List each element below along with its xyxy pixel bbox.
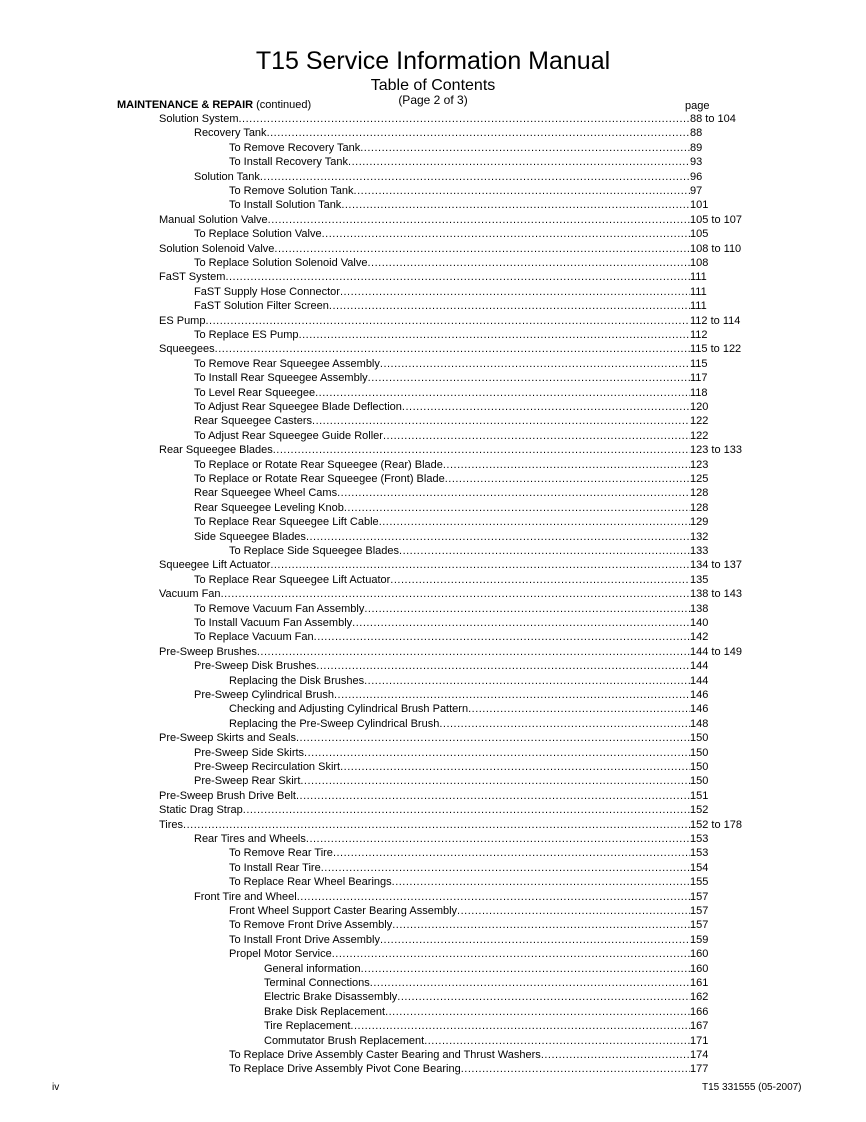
toc-entry-title: Brake Disk Replacement <box>264 1005 386 1018</box>
toc-entry <box>194 126 750 140</box>
toc-entry-title: FaST Supply Hose Connector <box>194 285 340 298</box>
toc-entry-title: Pre-Sweep Disk Brushes <box>194 660 317 673</box>
dot-leader <box>315 386 690 400</box>
dot-leader <box>461 1062 690 1076</box>
dot-leader <box>337 486 690 500</box>
toc-entry-page: 97 <box>690 185 703 197</box>
toc-entry-page: 146 <box>690 703 709 716</box>
toc-entry <box>229 155 750 169</box>
toc-entry-title: FaST Solution Filter Screen <box>194 300 329 313</box>
toc-entry-page: 150 <box>690 775 709 788</box>
section-heading <box>117 99 311 112</box>
toc-entry-page: 111 <box>690 300 707 313</box>
toc-entry <box>194 774 750 788</box>
toc-entry-page: 138 <box>690 602 709 615</box>
toc-entry-title: To Remove Rear Tire <box>229 847 333 860</box>
toc-entry-title: Side Squeegee Blades <box>194 530 306 543</box>
toc-entry <box>229 933 750 947</box>
toc-entry-title: Checking and Adjusting Cylindrical Brush Pattern <box>229 703 469 716</box>
toc-entry <box>229 875 750 889</box>
dot-leader <box>350 1019 690 1033</box>
toc-entry-title: To Level Rear Squeegee <box>194 386 316 399</box>
dot-leader <box>260 170 690 184</box>
section-note: (continued) <box>256 99 312 111</box>
toc-entry <box>229 141 750 155</box>
dot-leader <box>299 328 690 342</box>
toc-entry-title: Static Drag Strap <box>159 804 243 817</box>
toc-entry-page: 129 <box>690 516 709 529</box>
toc-entry-page: 105 <box>690 228 709 241</box>
toc-entry-page: 150 <box>690 761 709 773</box>
toc-entry <box>264 1005 750 1019</box>
toc-entry <box>194 486 750 500</box>
dot-leader <box>397 990 690 1004</box>
toc-entry <box>194 371 750 385</box>
toc-entry-page: 174 <box>690 1049 709 1061</box>
page-of-indicator: (Page 2 of 3) <box>398 93 468 107</box>
toc-entry <box>264 962 750 976</box>
dot-leader <box>457 904 690 918</box>
dot-leader <box>380 357 690 371</box>
toc-entry-page: 146 <box>690 689 709 701</box>
toc-entry <box>159 803 750 817</box>
dot-leader <box>399 544 690 558</box>
toc-entry <box>264 990 750 1004</box>
page-column-label: page <box>685 100 710 112</box>
toc-entry <box>194 832 750 846</box>
toc-entry-page: 115 to 122 <box>690 343 742 356</box>
toc-entry-page: 138 to 143 <box>690 588 742 601</box>
footer-doc-id: T15 331555 (05-2007) <box>702 1082 802 1093</box>
toc-entry <box>194 573 750 587</box>
toc-entry-title: General information <box>264 962 361 975</box>
dot-leader <box>468 702 690 716</box>
toc-entry <box>159 314 750 328</box>
dot-leader <box>439 717 690 731</box>
toc-entry-title: Pre-Sweep Side Skirts <box>194 746 305 759</box>
toc-entry-page: 133 <box>690 545 709 557</box>
dot-leader <box>392 875 690 889</box>
toc-entry <box>194 616 750 630</box>
toc-entry <box>229 702 750 716</box>
dot-leader <box>352 616 690 630</box>
toc-entry <box>229 717 750 731</box>
toc-entry-title: To Replace Rear Squeegee Lift Actuator <box>194 573 391 586</box>
dot-leader <box>364 602 690 616</box>
dot-leader <box>329 299 690 313</box>
dot-leader <box>370 976 690 990</box>
dot-leader <box>392 918 690 932</box>
toc-entry-title: Replacing the Pre-Sweep Cylindrical Brush <box>229 717 440 730</box>
toc-entry-page: 105 to 107 <box>690 213 742 226</box>
toc-entry-title: To Replace Side Squeegee Blades <box>229 545 400 557</box>
toc-entry-title: Solution Solenoid Valve <box>159 242 275 255</box>
toc-entry-title: Squeegees <box>159 343 215 356</box>
toc-entry-title: To Install Solution Tank <box>229 199 342 212</box>
dot-leader <box>274 242 690 256</box>
toc-entry-page: 108 <box>690 257 709 269</box>
toc-entry-page: 161 <box>690 977 709 989</box>
toc-entry-page: 89 <box>690 141 703 154</box>
toc-entry <box>194 400 750 414</box>
dot-leader <box>340 285 690 299</box>
toc-entry-title: Replacing the Disk Brushes <box>229 674 365 687</box>
toc-entry <box>194 256 750 270</box>
toc-entry-title: To Replace ES Pump <box>194 329 299 341</box>
toc-entry-page: 153 <box>690 847 709 860</box>
dot-leader <box>257 645 690 659</box>
toc-entry <box>229 1062 750 1076</box>
toc-entry <box>159 789 750 803</box>
dot-leader <box>296 731 690 745</box>
toc-entry-page: 177 <box>690 1063 709 1076</box>
dot-leader <box>390 573 690 587</box>
toc-entry-title: Rear Squeegee Wheel Cams <box>194 487 338 500</box>
toc-entry <box>194 688 750 702</box>
dot-leader <box>304 746 690 760</box>
dot-leader <box>445 472 690 486</box>
dot-leader <box>402 400 690 414</box>
toc-entry <box>159 213 750 227</box>
toc-entry-title: To Replace or Rotate Rear Squeegee (Front) Blade <box>194 473 445 485</box>
toc-entry-title: To Replace Solution Solenoid Valve <box>194 257 368 269</box>
toc-entry-title: Electric Brake Disassembly <box>264 991 398 1004</box>
dot-leader <box>316 659 690 673</box>
toc-entry-page: 123 to 133 <box>690 444 742 457</box>
toc-entry-title: To Adjust Rear Squeegee Blade Deflection <box>194 401 402 413</box>
toc-entry <box>194 414 750 428</box>
dot-leader <box>364 674 690 688</box>
toc-entry-title: Terminal Connections <box>264 977 370 989</box>
dot-leader <box>270 558 690 572</box>
toc-entry <box>159 242 750 256</box>
toc-entry <box>159 731 750 745</box>
toc-entry-page: 123 <box>690 458 709 471</box>
dot-leader <box>314 630 690 644</box>
dot-leader <box>385 1005 690 1019</box>
dot-leader <box>312 414 690 428</box>
toc-entry-page: 120 <box>690 401 709 413</box>
toc-entry <box>229 904 750 918</box>
dot-leader <box>368 371 690 385</box>
dot-leader <box>443 458 690 472</box>
toc-entry-page: 167 <box>690 1020 709 1033</box>
toc-entry-page: 159 <box>690 933 709 946</box>
dot-leader <box>424 1034 690 1048</box>
toc-entry-page: 115 <box>690 357 708 370</box>
toc-entry <box>194 170 750 184</box>
dot-leader <box>360 141 690 155</box>
toc-entry-title: Tire Replacement <box>264 1020 351 1033</box>
toc-entry-page: 111 <box>690 271 707 284</box>
toc-entry <box>159 443 750 457</box>
toc-entry-page: 128 <box>690 501 709 514</box>
toc-entry-page: 150 <box>690 746 709 759</box>
toc-entry <box>194 285 750 299</box>
toc-entry <box>194 746 750 760</box>
dot-leader <box>379 515 690 529</box>
toc-entry-title: FaST System <box>159 271 226 284</box>
toc-entry <box>194 530 750 544</box>
toc-entry-title: To Remove Rear Squeegee Assembly <box>194 357 380 370</box>
toc-entry <box>159 818 750 832</box>
toc-entry-title: To Replace Vacuum Fan <box>194 631 314 644</box>
dot-leader <box>267 126 690 140</box>
toc-entry-page: 88 to 104 <box>690 113 736 125</box>
toc-entry <box>159 645 750 659</box>
dot-leader <box>225 270 690 284</box>
toc-entry <box>194 328 750 342</box>
toc-entry-title: Pre-Sweep Brushes <box>159 645 257 658</box>
toc-entry-page: 108 to 110 <box>690 242 742 255</box>
toc-entry-page: 155 <box>690 876 709 889</box>
toc-entry-page: 134 to 137 <box>690 559 742 572</box>
dot-leader <box>332 947 690 961</box>
toc-entry-title: Pre-Sweep Cylindrical Brush <box>194 689 334 701</box>
toc-entry-page: 148 <box>690 717 709 730</box>
toc-entry <box>194 472 750 486</box>
dot-leader <box>361 962 690 976</box>
dot-leader <box>344 501 690 515</box>
toc-entry <box>159 587 750 601</box>
toc-entry <box>194 515 750 529</box>
toc-entry-page: 118 <box>690 386 708 399</box>
toc-entry-page: 135 <box>690 573 709 586</box>
toc-entry-page: 125 <box>690 473 709 485</box>
dot-leader <box>306 832 690 846</box>
toc-entry-page: 154 <box>690 861 709 874</box>
toc-entry <box>194 890 750 904</box>
dot-leader <box>322 227 690 241</box>
toc-entry-title: Pre-Sweep Rear Skirt <box>194 775 301 788</box>
dot-leader <box>380 933 690 947</box>
dot-leader <box>205 314 690 328</box>
toc-entry-title: Front Tire and Wheel <box>194 890 297 903</box>
toc-entry <box>229 846 750 860</box>
toc-entry-page: 157 <box>690 890 709 903</box>
dot-leader <box>243 803 690 817</box>
toc-entry-title: Solution System <box>159 113 239 125</box>
toc-entry-page: 128 <box>690 487 709 500</box>
toc-entry <box>229 544 750 558</box>
dot-leader <box>306 530 690 544</box>
page-title: T15 Service Information Manual <box>255 47 611 75</box>
toc-entry-title: To Remove Recovery Tank <box>229 141 361 154</box>
dot-leader <box>183 818 690 832</box>
toc-entry <box>194 429 750 443</box>
toc-entry <box>264 976 750 990</box>
toc-entry <box>229 1048 750 1062</box>
dot-leader <box>300 774 690 788</box>
toc-entry-page: 111 <box>690 285 707 298</box>
toc-entry-page: 153 <box>690 833 709 845</box>
dot-leader <box>348 155 690 169</box>
toc-entry-title: Rear Squeegee Casters <box>194 415 313 428</box>
toc-entry-page: 157 <box>690 905 709 917</box>
dot-leader <box>215 342 690 356</box>
toc-entry <box>194 227 750 241</box>
toc-entry <box>264 1034 750 1048</box>
toc-entry-title: To Replace or Rotate Rear Squeegee (Rear) Blade <box>194 458 443 471</box>
toc-entry-title: Manual Solution Valve <box>159 213 268 226</box>
toc-entry <box>194 659 750 673</box>
toc-entry-title: Solution Tank <box>194 170 260 183</box>
toc-entry <box>194 386 750 400</box>
dot-leader <box>541 1048 690 1062</box>
toc-entry-title: Rear Squeegee Blades <box>159 444 273 457</box>
toc-entry-title: Squeegee Lift Actuator <box>159 559 271 572</box>
toc-entry-title: To Install Recovery Tank <box>229 156 349 169</box>
toc-entry-page: 162 <box>690 991 709 1004</box>
dot-leader <box>383 429 690 443</box>
toc-entry-page: 171 <box>690 1034 709 1047</box>
toc-entry-title: Front Wheel Support Caster Bearing Assembly <box>229 905 458 917</box>
toc-entry-title: Pre-Sweep Skirts and Seals <box>159 732 296 745</box>
toc-entry <box>194 299 750 313</box>
section-title: MAINTENANCE & REPAIR <box>117 99 254 111</box>
toc-entry <box>264 1019 750 1033</box>
toc-entry-title: To Remove Solution Tank <box>229 185 354 197</box>
toc-entry-page: 144 <box>690 674 709 687</box>
dot-leader <box>297 890 690 904</box>
toc-entry-title: Propel Motor Service <box>229 948 332 961</box>
toc-entry-title: Commutator Brush Replacement <box>264 1034 425 1047</box>
toc-entry-title: Tires <box>159 818 184 831</box>
toc-entry-title: To Remove Vacuum Fan Assembly <box>194 602 365 615</box>
dot-leader <box>334 688 690 702</box>
toc-entry <box>159 270 750 284</box>
dot-leader <box>273 443 690 457</box>
toc-entry-title: To Adjust Rear Squeegee Guide Roller <box>194 429 383 442</box>
toc-entry <box>229 861 750 875</box>
toc-entry-page: 152 to 178 <box>690 818 742 831</box>
footer-page-number: iv <box>52 1082 60 1093</box>
toc-entry-title: Rear Tires and Wheels <box>194 833 306 845</box>
toc-entry-page: 122 <box>690 429 709 442</box>
toc-entry-page: 101 <box>690 199 709 212</box>
toc-entry <box>194 760 750 774</box>
toc-entry-title: Pre-Sweep Recirculation Skirt <box>194 761 341 773</box>
toc-entry-title: ES Pump <box>159 314 206 327</box>
toc-entry-title: Rear Squeegee Leveling Knob <box>194 501 344 514</box>
dot-leader <box>268 213 690 227</box>
toc-entry <box>194 357 750 371</box>
toc-entry-title: To Install Rear Tire <box>229 861 321 874</box>
toc-entry <box>159 112 750 126</box>
toc-entry-page: 151 <box>690 789 709 802</box>
dot-leader <box>296 789 690 803</box>
toc-entry-page: 112 <box>690 329 708 341</box>
toc-entry <box>229 198 750 212</box>
toc-entry-title: To Replace Drive Assembly Pivot Cone Bearing <box>229 1063 461 1076</box>
toc-entry <box>159 342 750 356</box>
toc-entry-page: 122 <box>690 415 709 428</box>
toc-entry <box>194 458 750 472</box>
toc-entry-page: 112 to 114 <box>690 314 741 327</box>
dot-leader <box>354 184 690 198</box>
toc-entry-title: Recovery Tank <box>194 127 267 140</box>
toc-subtitle: Table of Contents <box>370 77 496 94</box>
toc-entry-title: To Replace Solution Valve <box>194 228 322 241</box>
toc-entry <box>229 918 750 932</box>
toc-entry-page: 152 <box>690 804 709 817</box>
toc-entry-title: To Replace Rear Squeegee Lift Cable <box>194 516 379 529</box>
dot-leader <box>238 112 690 126</box>
toc-entry-title: To Install Vacuum Fan Assembly <box>194 617 353 629</box>
toc-entry-page: 140 <box>690 617 709 629</box>
toc-entry-page: 117 <box>690 372 708 385</box>
dot-leader <box>341 198 690 212</box>
toc-entry-page: 93 <box>690 156 703 169</box>
dot-leader <box>340 760 690 774</box>
toc-entry-page: 88 <box>690 127 703 140</box>
toc-entry-title: To Remove Front Drive Assembly <box>229 919 393 932</box>
toc-entry <box>229 184 750 198</box>
toc-entry <box>194 602 750 616</box>
toc-entry-page: 166 <box>690 1005 709 1018</box>
toc-entry-page: 144 to 149 <box>690 645 742 658</box>
toc-entry <box>194 501 750 515</box>
toc-entry-title: Vacuum Fan <box>159 588 221 601</box>
toc-entry <box>229 947 750 961</box>
toc-entry-page: 144 <box>690 660 709 673</box>
toc-entry-title: To Replace Drive Assembly Caster Bearing and Thrust Washers <box>229 1049 541 1061</box>
dot-leader <box>321 861 690 875</box>
toc-entry-page: 160 <box>690 962 709 975</box>
dot-leader <box>367 256 690 270</box>
toc-entry <box>194 630 750 644</box>
toc-entry-page: 160 <box>690 948 709 961</box>
toc-entry <box>159 558 750 572</box>
toc-entry-page: 132 <box>690 530 709 543</box>
toc-entry-page: 157 <box>690 919 709 932</box>
toc-entry-page: 150 <box>690 732 709 745</box>
toc-entry-title: Pre-Sweep Brush Drive Belt <box>159 789 296 802</box>
toc-entry <box>229 674 750 688</box>
toc-entry-page: 142 <box>690 631 709 644</box>
toc-entry-title: To Replace Rear Wheel Bearings <box>229 876 392 889</box>
dot-leader <box>221 587 690 601</box>
toc-entry-page: 96 <box>690 170 703 183</box>
toc-entry-title: To Install Rear Squeegee Assembly <box>194 372 368 385</box>
toc-entry-title: To Install Front Drive Assembly <box>229 933 380 946</box>
dot-leader <box>333 846 690 860</box>
